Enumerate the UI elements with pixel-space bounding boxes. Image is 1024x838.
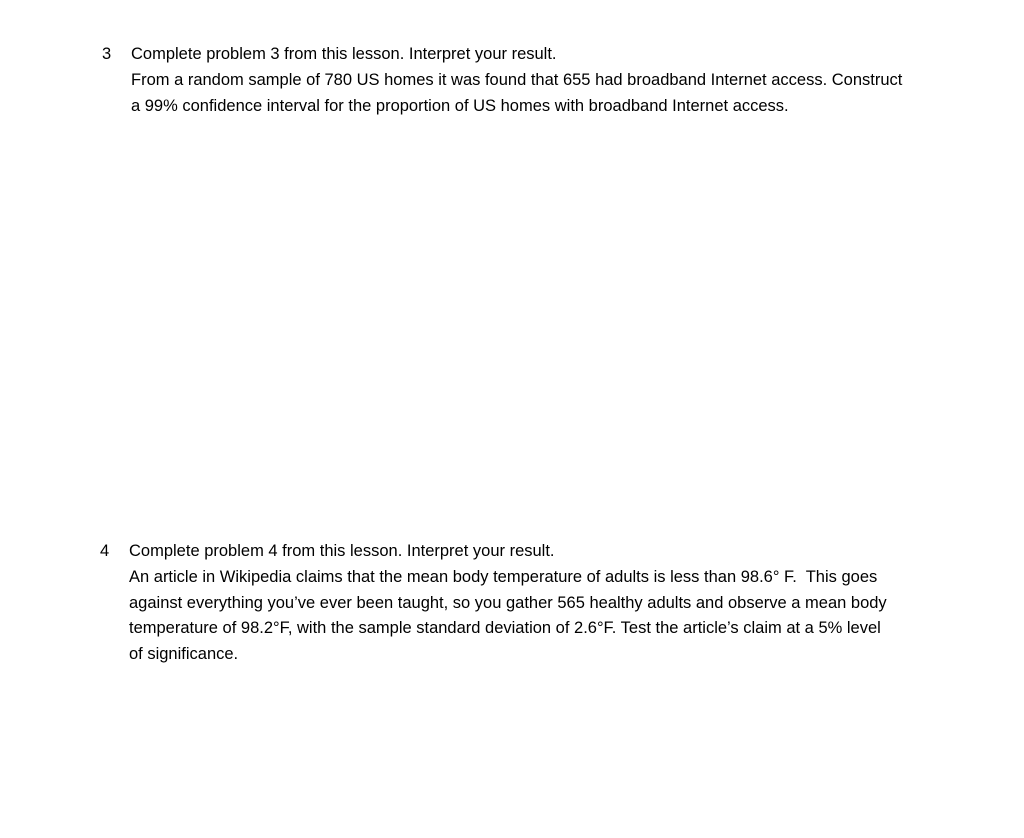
problem-line: Complete problem 4 from this lesson. Interpret your result. (129, 542, 555, 560)
problem-line: An article in Wikipedia claims that the mean body temperature of adults is less than 98.6° F. This goes (129, 567, 878, 586)
problem-3 (102, 42, 982, 119)
problem-line: Complete problem 3 from this lesson. Interpret your result. (131, 45, 557, 63)
problem-3-text (131, 42, 982, 119)
problem-line: of significance. (129, 645, 239, 664)
problem-4 (100, 539, 980, 668)
problem-4-text (129, 539, 980, 668)
problem-line: a 99% confidence interval for the proportion of US homes with broadband Internet access. (131, 96, 789, 115)
problem-line: against everything you’ve ever been taught, so you gather 565 healthy adults and observe a mean body (129, 593, 887, 612)
problem-line: temperature of 98.2°F, with the sample standard deviation of 2.6°F. Test the article’s claim at a 5% level (129, 619, 881, 638)
problem-3-number: 3 (102, 45, 112, 63)
problem-line: From a random sample of 780 US homes it was found that 655 had broadband Internet access. Construct (131, 70, 903, 89)
problem-4-number: 4 (100, 542, 110, 560)
